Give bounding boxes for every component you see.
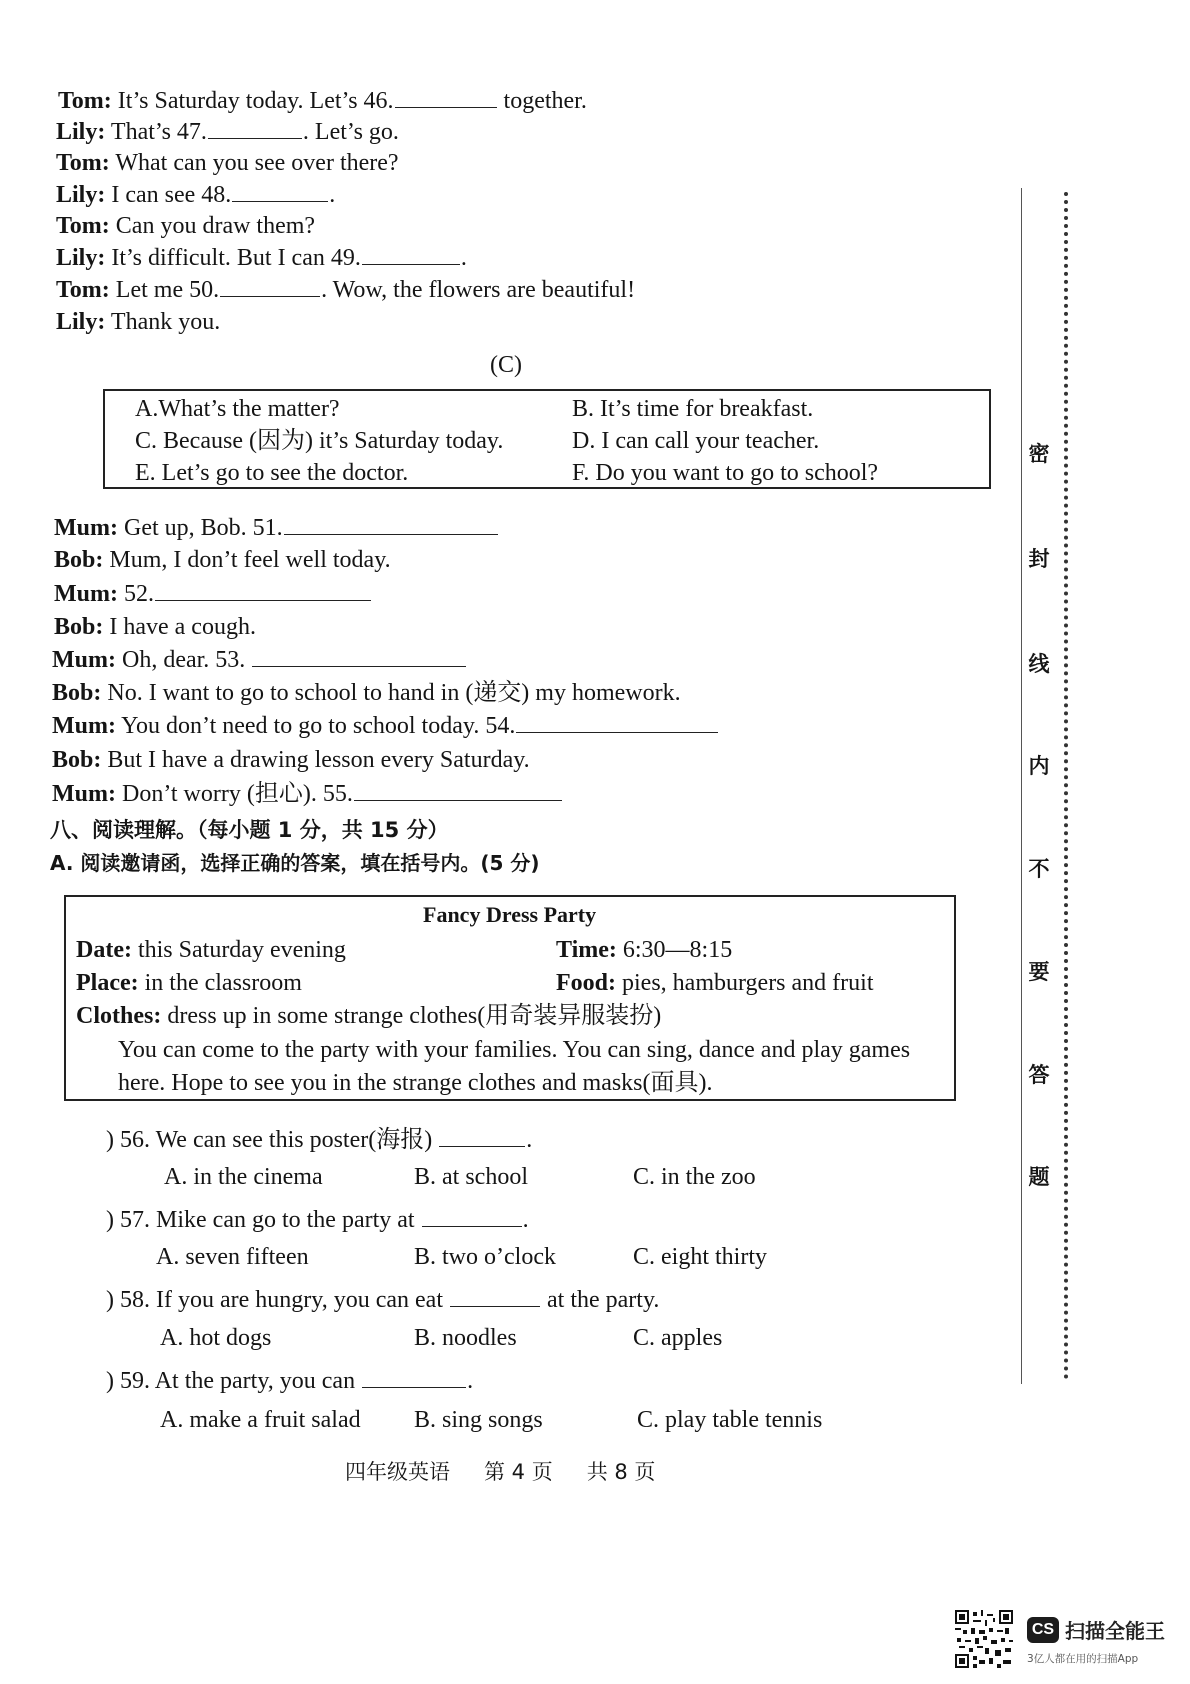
question-text: At the party, you can: [154, 1368, 362, 1394]
answer-blank-48[interactable]: [232, 181, 328, 202]
question-text: Mike can go to the party at: [156, 1207, 421, 1233]
answer-blank-53[interactable]: [252, 646, 466, 667]
question-number: ) 58.: [106, 1287, 150, 1313]
option-e: E. Let’s go to see the doctor.: [135, 460, 409, 486]
time-label: Time:: [556, 937, 617, 963]
dialogue-line: [56, 243, 467, 273]
dialogue-line: [52, 711, 719, 741]
choice-a[interactable]: A. seven fifteen: [156, 1244, 309, 1270]
dialogue-line: [56, 180, 335, 210]
dialogue-text: together.: [497, 88, 587, 114]
speaker: Tom:: [56, 150, 110, 176]
choice-a[interactable]: A. hot dogs: [160, 1325, 272, 1351]
dialogue-line: [52, 678, 681, 708]
speaker: Mum:: [54, 581, 118, 607]
choice-b[interactable]: B. at school: [414, 1164, 528, 1190]
seal-dotted-line: [1064, 192, 1068, 1380]
dialogue-text: That’s 47.: [110, 119, 207, 145]
dialogue-line: [54, 513, 499, 543]
invitation-title: Fancy Dress Party: [423, 902, 597, 927]
dialogue-line: [56, 307, 220, 337]
invitation-body: You can come to the party with your families. You can sing, dance and play games: [118, 1037, 911, 1063]
dialogue-text: Let me 50.: [115, 277, 220, 303]
answer-blank-54[interactable]: [516, 712, 718, 733]
dialogue-text: It’s Saturday today. Let’s 46.: [117, 88, 394, 114]
option-c: C. Because (因为) it’s Saturday today.: [135, 428, 504, 454]
answer-blank-46[interactable]: [395, 87, 497, 108]
question-number: ) 59.: [106, 1368, 150, 1394]
seal-char: 要: [1028, 960, 1050, 984]
answer-blank-57[interactable]: [422, 1206, 522, 1227]
food-value: pies, hamburgers and fruit: [616, 970, 874, 996]
dialogue-line: [56, 148, 399, 178]
answer-blank-50[interactable]: [220, 276, 320, 297]
dialogue-text: .: [460, 245, 467, 271]
dialogue-line: [54, 545, 391, 575]
section-c-label: (C): [490, 352, 522, 378]
question-text: at the party.: [541, 1287, 660, 1313]
speaker: Mum:: [54, 515, 118, 541]
question-number: ) 57.: [106, 1207, 150, 1233]
choice-a[interactable]: A. in the cinema: [164, 1164, 323, 1190]
dialogue-text: I can see 48.: [111, 182, 232, 208]
choice-b[interactable]: B. sing songs: [414, 1407, 543, 1433]
question-58: [106, 1285, 659, 1315]
part-a-instruction: A. 阅读邀请函，选择正确的答案，填在括号内。(5 分): [50, 851, 540, 875]
dialogue-text: What can you see over there?: [115, 150, 399, 176]
speaker: Lily:: [56, 245, 106, 271]
dialogue-text: Thank you.: [110, 309, 221, 335]
seal-char: 答: [1028, 1063, 1050, 1087]
answer-blank-47[interactable]: [208, 118, 302, 139]
section-title: 八、阅读理解。（每小题 1 分，共 15 分）: [50, 818, 449, 842]
seal-char: 密: [1028, 442, 1050, 466]
qr-code-icon: [955, 1610, 1013, 1668]
dialogue-line: [56, 275, 635, 305]
footer-page: 第 4 页: [484, 1460, 553, 1484]
choice-c[interactable]: C. play table tennis: [637, 1407, 823, 1433]
place-label: Place:: [76, 970, 139, 996]
dialogue-line: [56, 211, 315, 241]
choice-c[interactable]: C. eight thirty: [633, 1244, 767, 1270]
seal-char: 线: [1028, 652, 1050, 676]
seal-char: 封: [1028, 547, 1050, 571]
dialogue-text: Mum, I don’t feel well today.: [109, 547, 391, 573]
question-number: ) 56.: [106, 1127, 150, 1153]
option-a: A.What’s the matter?: [135, 396, 340, 422]
dialogue-text: Don’t worry (担心). 55.: [121, 781, 353, 807]
dialogue-line: [54, 579, 372, 609]
date-label: Date:: [76, 937, 132, 963]
speaker: Mum:: [52, 713, 116, 739]
dialogue-text: I have a cough.: [109, 614, 256, 640]
question-57: [106, 1205, 529, 1235]
question-59: [106, 1366, 473, 1396]
speaker: Mum:: [52, 647, 116, 673]
answer-blank-55[interactable]: [354, 780, 562, 801]
time-value: 6:30—8:15: [616, 937, 733, 963]
dialogue-text: You don’t need to go to school today. 54.: [121, 713, 516, 739]
speaker: Bob:: [52, 680, 102, 706]
dialogue-line: [54, 612, 256, 642]
dialogue-text: Get up, Bob. 51.: [123, 515, 283, 541]
speaker: Lily:: [56, 309, 106, 335]
footer-subject: 四年级英语: [345, 1460, 450, 1484]
speaker: Tom:: [56, 277, 110, 303]
speaker: Lily:: [56, 119, 106, 145]
option-d: D. I can call your teacher.: [572, 428, 820, 454]
speaker: Lily:: [56, 182, 106, 208]
question-text: If you are hungry, you can eat: [156, 1287, 449, 1313]
question-text: .: [522, 1207, 529, 1233]
answer-blank-56[interactable]: [439, 1126, 525, 1147]
dialogue-text: It’s difficult. But I can 49.: [111, 245, 361, 271]
choice-a[interactable]: A. make a fruit salad: [160, 1407, 361, 1433]
answer-blank-59[interactable]: [362, 1367, 466, 1388]
page-footer: [345, 1456, 689, 1486]
choice-b[interactable]: B. noodles: [414, 1325, 517, 1351]
dialogue-text: Oh, dear. 53.: [121, 647, 252, 673]
question-text: .: [526, 1127, 533, 1153]
answer-blank-58[interactable]: [450, 1286, 540, 1307]
scanner-app-name: 扫描全能王: [1065, 1619, 1165, 1643]
question-56: [106, 1125, 532, 1155]
option-b: B. It’s time for breakfast.: [572, 396, 814, 422]
speaker: Bob:: [52, 747, 102, 773]
dialogue-text: . Let’s go.: [302, 119, 399, 145]
invitation-time: [556, 935, 732, 965]
dialogue-line: [52, 779, 563, 809]
choice-b[interactable]: B. two o’clock: [414, 1244, 556, 1270]
dialogue-line: [52, 745, 530, 775]
food-label: Food:: [556, 970, 616, 996]
choice-c[interactable]: C. apples: [633, 1325, 723, 1351]
seal-char: 题: [1028, 1165, 1050, 1189]
seal-char: 内: [1028, 754, 1050, 778]
dialogue-text: .: [329, 182, 336, 208]
seal-border-line: [1021, 188, 1022, 1384]
answer-blank-49[interactable]: [362, 244, 460, 265]
dialogue-text: 52.: [123, 581, 154, 607]
speaker: Bob:: [54, 614, 104, 640]
dialogue-text: But I have a drawing lesson every Saturday.: [107, 747, 530, 773]
invitation-clothes: [76, 1001, 661, 1031]
place-value: in the classroom: [138, 970, 302, 996]
clothes-label: Clothes:: [76, 1003, 162, 1029]
dialogue-text: Can you draw them?: [115, 213, 316, 239]
scanner-logo: CS: [1027, 1617, 1059, 1643]
footer-total: 共 8 页: [586, 1460, 656, 1484]
seal-char: 不: [1028, 857, 1050, 881]
dialogue-line: [58, 86, 587, 116]
invitation-date: [76, 935, 346, 965]
dialogue-line: [56, 117, 399, 147]
answer-blank-51[interactable]: [284, 514, 498, 535]
option-f: F. Do you want to go to school?: [572, 460, 879, 486]
question-text: .: [467, 1368, 474, 1394]
dialogue-text: . Wow, the flowers are beautiful!: [321, 277, 636, 303]
speaker: Tom:: [56, 213, 110, 239]
speaker: Bob:: [54, 547, 104, 573]
clothes-value: dress up in some strange clothes(用奇装异服装扮): [161, 1003, 662, 1029]
date-value: this Saturday evening: [131, 937, 346, 963]
invitation-body: here. Hope to see you in the strange clothes and masks(面具).: [118, 1070, 713, 1096]
question-text: We can see this poster(海报): [155, 1127, 439, 1153]
answer-blank-52[interactable]: [155, 580, 371, 601]
speaker: Mum:: [52, 781, 116, 807]
dialogue-text: No. I want to go to school to hand in (递交) my homework.: [107, 680, 681, 706]
scanner-tagline: 3亿人都在用的扫描App: [1027, 1653, 1139, 1665]
dialogue-line: [52, 645, 467, 675]
invitation-place: [76, 968, 302, 998]
invitation-food: [556, 968, 874, 998]
choice-c[interactable]: C. in the zoo: [633, 1164, 756, 1190]
speaker: Tom:: [58, 88, 112, 114]
